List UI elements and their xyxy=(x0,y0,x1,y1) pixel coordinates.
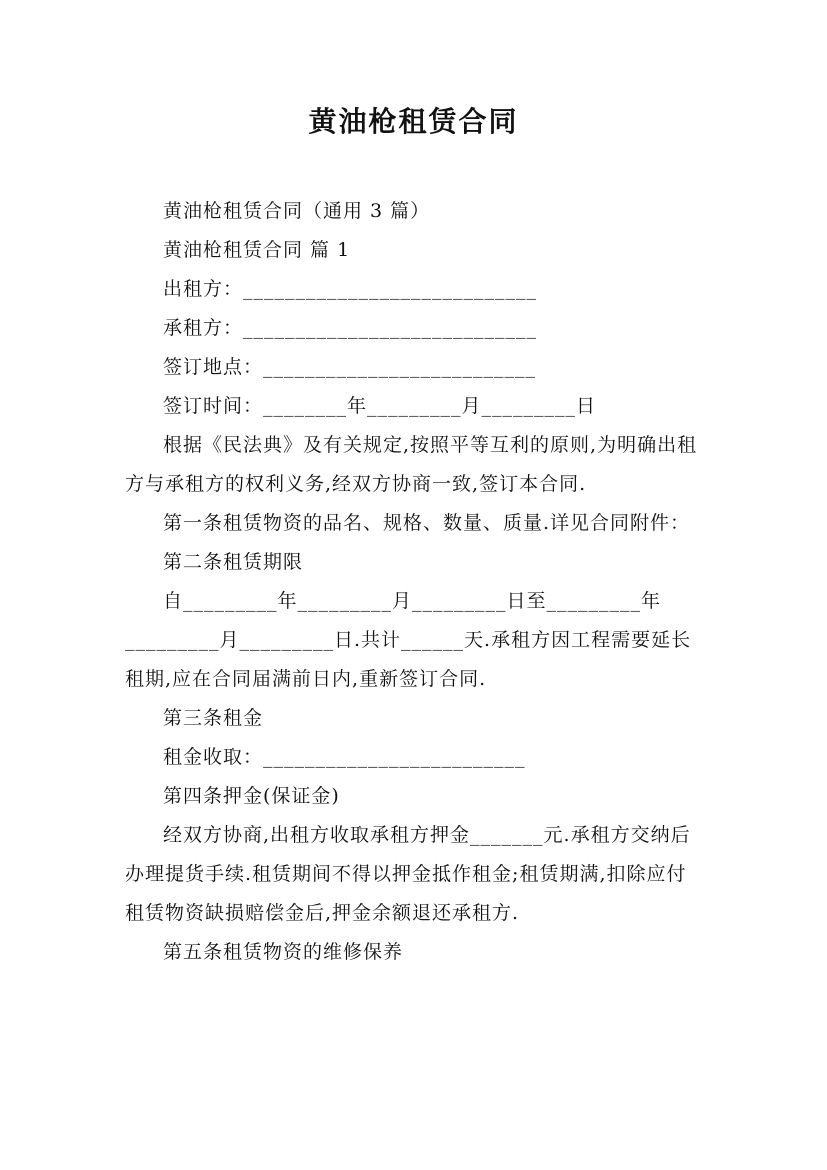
paragraph-article-5-heading: 第五条租赁物资的维修保养 xyxy=(163,941,404,963)
paragraph-article-1: 第一条租赁物资的品名、规格、数量、质量.详见合同附件： xyxy=(163,512,691,534)
paragraph-lessee: 承租方：____________________________ xyxy=(163,317,538,339)
paragraph-signing-date: 签订时间：________年_________月_________日 xyxy=(163,395,597,417)
paragraph-article-4-body: 经双方协商,出租方收取承租方押金_______元.承租方交纳后办理提货手续.租赁期间不得以押金抵作租金;租赁期满,扣除应付租赁物资缺损赔偿金后,押金余额退还承租方. xyxy=(125,824,691,924)
paragraph-subtitle: 黄油枪租赁合同（通用 3 篇） xyxy=(163,200,431,222)
paragraph-signing-place: 签订地点：__________________________ xyxy=(163,356,537,378)
paragraph-article-3-body: 租金收取：_________________________ xyxy=(163,746,526,768)
paragraph-preamble: 根据《民法典》及有关规定,按照平等互利的原则,为明确出租方与承租方的权利义务,经双方协商一致,签订本合同. xyxy=(125,434,698,495)
document-body xyxy=(125,192,705,972)
paragraph-article-2-heading: 第二条租赁期限 xyxy=(163,551,304,573)
paragraph-article-4-heading: 第四条押金(保证金) xyxy=(163,785,340,807)
document-title: 黄油枪租赁合同 xyxy=(308,105,519,138)
paragraph-section-heading: 黄油枪租赁合同 篇 1 xyxy=(163,239,351,261)
paragraph-article-2-body: 自_________年_________月_________日至_________年_________月_________日.共计______天.承租方因工程需要延长租期,应在合同届满前日内,重新签订合同. xyxy=(125,590,692,690)
paragraph-article-3-heading: 第三条租金 xyxy=(163,707,264,729)
paragraph-lessor: 出租方：____________________________ xyxy=(163,278,538,300)
